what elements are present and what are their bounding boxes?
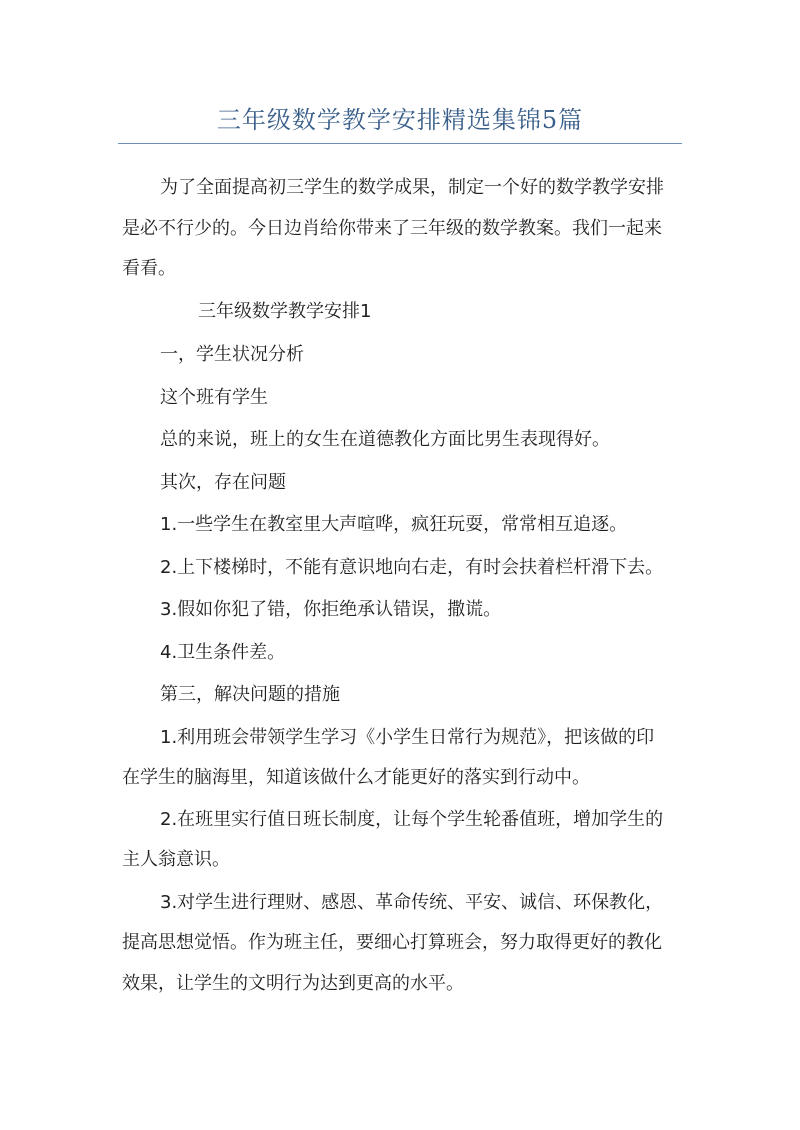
- list-item: 2.在班里实行值日班长制度，让每个学生轮番值班，增加学生的: [160, 809, 664, 830]
- intro-paragraph-line-2: 是必不行少的。今日边肖给你带来了三年级的数学教案。我们一起来: [122, 218, 662, 239]
- title-underline: [118, 143, 682, 144]
- section-heading: 三年级数学教学安排1: [198, 301, 372, 322]
- intro-paragraph-line-3: 看看。: [122, 258, 176, 279]
- paragraph-line: 总的来说，班上的女生在道德教化方面比男生表现得好。: [160, 429, 610, 450]
- document-title: 三年级数学教学安排精选集锦5篇: [216, 106, 584, 134]
- list-item: 1.一些学生在教室里大声喧哗，疯狂玩耍，常常相互追逐。: [160, 514, 628, 535]
- list-item: 3.假如你犯了错，你拒绝承认错误，撒谎。: [160, 599, 502, 620]
- list-item-continued: 提高思想觉悟。作为班主任，要细心打算班会，努力取得更好的教化: [122, 932, 662, 953]
- list-item-continued: 在学生的脑海里，知道该做什么才能更好的落实到行动中。: [122, 767, 590, 788]
- intro-paragraph-line-1: 为了全面提高初三学生的数学成果，制定一个好的数学教学安排: [160, 177, 664, 198]
- list-item: 1.利用班会带领学生学习《小学生日常行为规范》，把该做的印: [160, 727, 655, 748]
- subheading-student-analysis: 一，学生状况分析: [160, 344, 304, 365]
- list-item-continued: 主人翁意识。: [122, 849, 230, 870]
- subheading-problems: 其次，存在问题: [160, 472, 286, 493]
- list-item: 3.对学生进行理财、感恩、革命传统、平安、诚信、环保教化，: [160, 892, 664, 913]
- list-item: 4.卫生条件差。: [160, 642, 286, 663]
- list-item-continued: 效果，让学生的文明行为达到更高的水平。: [122, 973, 464, 994]
- list-item: 2.上下楼梯时，不能有意识地向右走，有时会扶着栏杆滑下去。: [160, 557, 664, 578]
- paragraph-line: 这个班有学生: [160, 387, 268, 408]
- subheading-measures: 第三，解决问题的措施: [160, 684, 340, 705]
